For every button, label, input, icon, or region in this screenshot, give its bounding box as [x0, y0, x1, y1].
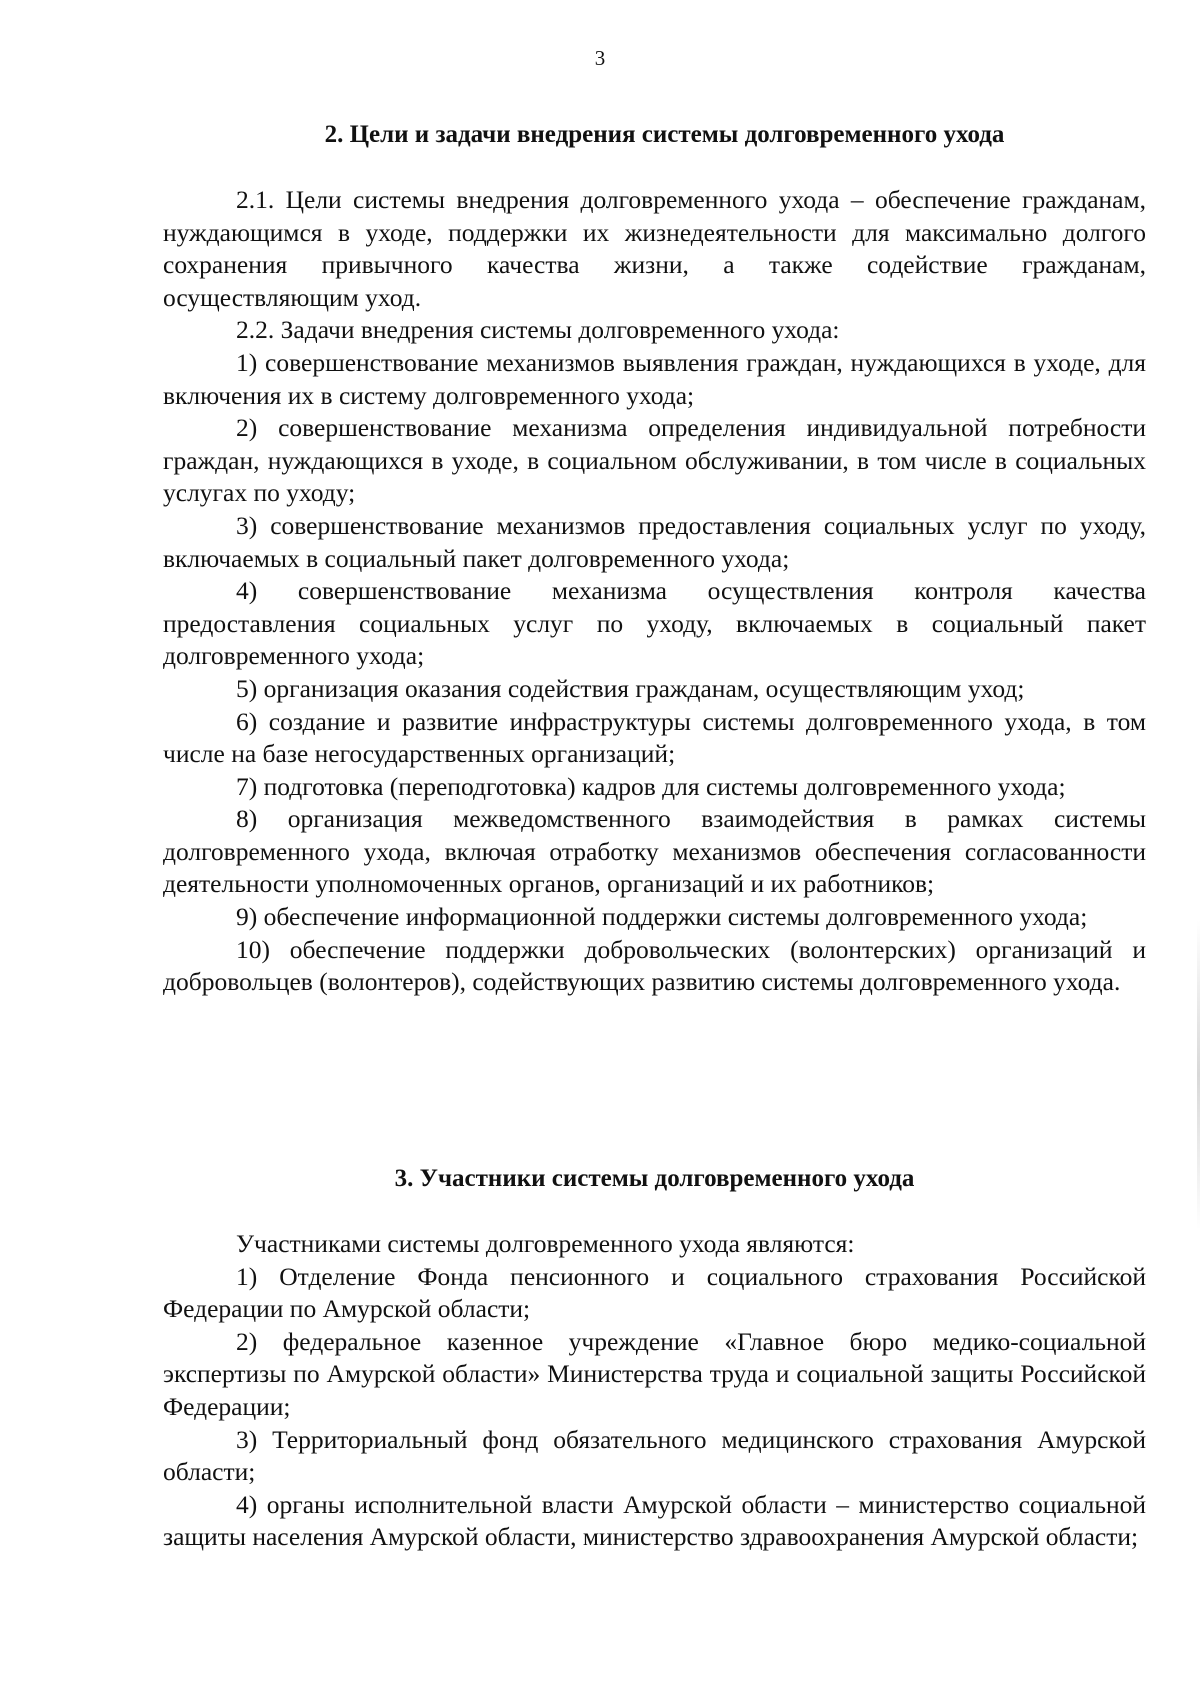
task-item-8: 8) организация межведомственного взаимодействия в рамках системы долговременного ухода, включая отработку механизмов обеспечения согласованности деятельности уполномоченных органов, организаций и их работников; [163, 804, 1146, 899]
task-item-4: 4) совершенствование механизма осуществления контроля качества предоставления социальных услуг по уходу, включаемых в социальный пакет долговременного ухода; [163, 576, 1146, 671]
participant-item-4: 4) органы исполнительной власти Амурской области – министерство социальной защиты населения Амурской области, министерство здравоохранения Амурской области; [163, 1489, 1146, 1552]
participant-item-1: 1) Отделение Фонда пенсионного и социального страхования Российской Федерации по Амурской области; [163, 1261, 1146, 1324]
section-3-body [163, 1228, 1146, 1554]
task-item-10: 10) обеспечение поддержки добровольческих (волонтерских) организаций и добровольцев (волонтеров), содействующих развитию системы долговременного ухода. [163, 934, 1146, 997]
section-3-heading: 3. Участники системы долговременного ухода [394, 1165, 915, 1192]
paragraph-2-1: 2.1. Цели системы внедрения долговременного ухода – обеспечение гражданам, нуждающимся в уходе, поддержки их жизнедеятельности для максимально долгого сохранения привычного качества жизни, а также содействие гражданам, осуществляющим уход. [163, 185, 1146, 312]
task-item-3: 3) совершенствование механизмов предоставления социальных услуг по уходу, включаемых в социальный пакет долговременного ухода; [163, 510, 1146, 573]
participants-intro: Участниками системы долговременного ухода являются: [236, 1229, 855, 1258]
task-item-7: 7) подготовка (переподготовка) кадров для системы долговременного ухода; [236, 771, 1066, 801]
section-2-body [163, 184, 1146, 999]
task-item-2: 2) совершенствование механизма определения индивидуальной потребности граждан, нуждающихся в уходе, в социальном обслуживании, в том числе в социальных услугах по уходу; [163, 413, 1146, 508]
task-item-1: 1) совершенствование механизмов выявления граждан, нуждающихся в уходе, для включения их в систему долговременного ухода; [163, 347, 1146, 410]
task-item-6: 6) создание и развитие инфраструктуры системы долговременного ухода, в том числе на базе негосударственных организаций; [163, 706, 1146, 769]
page-number: 3 [594, 46, 606, 70]
paragraph-2-2: 2.2. Задачи внедрения системы долговременного ухода: [236, 315, 840, 345]
section-2-heading: 2. Цели и задачи внедрения системы долговременного ухода [324, 121, 1005, 148]
participant-item-2: 2) федеральное казенное учреждение «Главное бюро медико-социальной экспертизы по Амурской области» Министерства труда и социальной защиты Российской Федерации; [163, 1326, 1146, 1421]
participant-item-3: 3) Территориальный фонд обязательного медицинского страхования Амурской области; [163, 1424, 1146, 1487]
task-item-9: 9) обеспечение информационной поддержки системы долговременного ухода; [236, 902, 1088, 932]
task-item-5: 5) организация оказания содействия гражданам, осуществляющим уход; [236, 673, 1025, 703]
